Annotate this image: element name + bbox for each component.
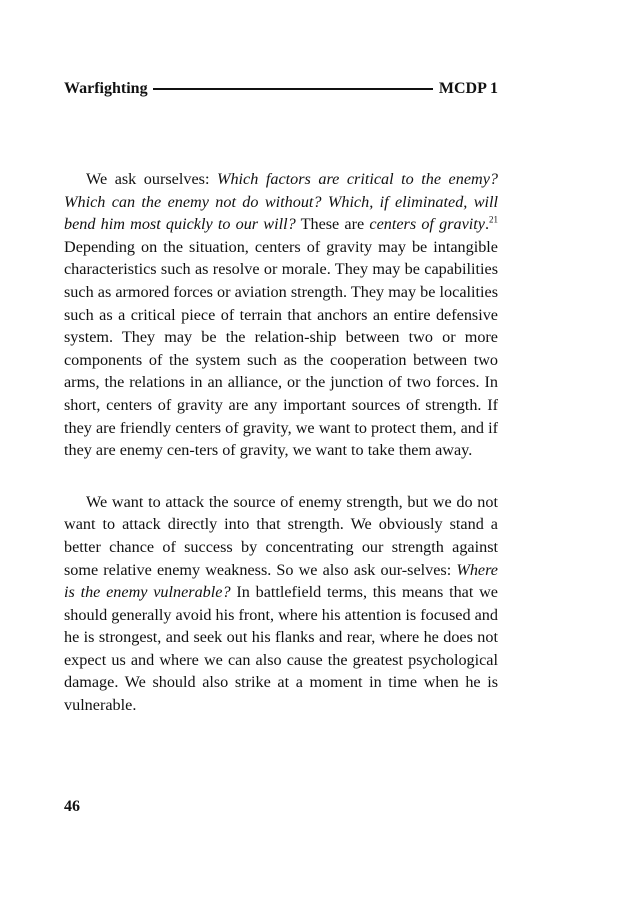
- header-title: Warfighting: [64, 80, 148, 97]
- paragraph1-text-4: Depending on the situation, centers of gravity may be intangible characteristics such as resolve or morale. They may be capabilities such as armored forces or aviation strength. They may be localities such as a critical piece of terrain that anchors an entire defensive system. They may be the relation-ship between two or more components of the system such as the cooperation between two arms, the relations in an alliance, or the junction of two forces. In short, centers of gravity are any important sources of strength. If they are friendly centers of gravity, we want to protect them, and if they are enemy cen-ters of gravity, we want to take them away.: [64, 237, 498, 460]
- paragraph2-text-1: We want to attack the source of enemy strength, but we do not want to attack directly into that strength. We obviously stand a better chance of success by concentrating our strength against some relative enemy weakness. So we also ask our-selves:: [64, 492, 498, 579]
- paragraph2-text-2: In battlefield terms, this means that we should generally avoid his front, where his attention is focused and he is strongest, and seek out his flanks and rear, where he does not expect us and where we can also cause the greatest psychological damage. We should also strike at a moment in time when he is vulnerable.: [64, 583, 498, 715]
- footnote-marker: 21: [489, 214, 499, 225]
- running-header: [64, 78, 498, 100]
- paragraph2-question: Where is the enemy vulnerable?: [64, 560, 498, 602]
- paragraph1-text-2: These are: [295, 215, 370, 234]
- page-number: 46: [64, 798, 80, 815]
- header-publication: MCDP 1: [438, 80, 498, 97]
- page-body: [64, 168, 498, 717]
- term-centers-of-gravity: centers of gravity: [369, 215, 485, 234]
- header-rule: [153, 88, 433, 90]
- paragraph1-text-3: .: [484, 215, 490, 234]
- paragraph1-questions: Which factors are critical to the enemy? Which can the enemy not do without? Which, if eliminated, will bend him most quickly to our will?: [64, 170, 498, 234]
- paragraph-centers-of-gravity: [64, 168, 498, 462]
- paragraph1-text-1: We ask ourselves:: [86, 170, 217, 188]
- paragraph-vulnerability: [64, 491, 498, 717]
